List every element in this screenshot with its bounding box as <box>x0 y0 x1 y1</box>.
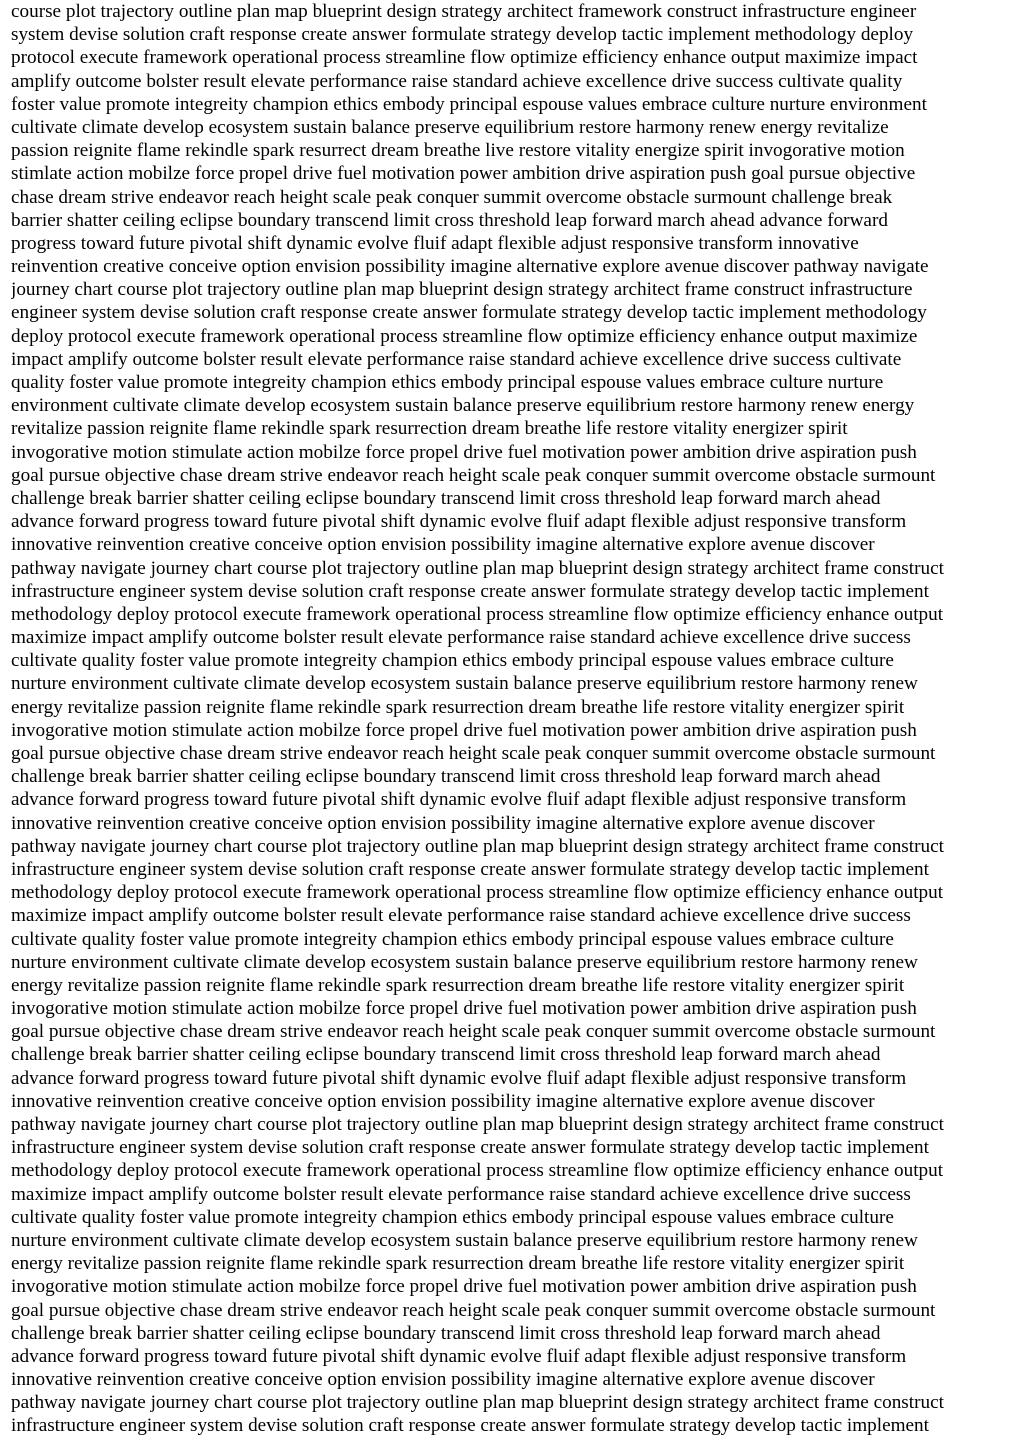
text-line: maximize impact amplify outcome bolster result elevate performance raise standard achieve excellence drive success <box>11 627 911 649</box>
text-line: energy revitalize passion reignite flame rekindle spark resurrection dream breathe life restore vitality energizer spirit <box>11 974 905 996</box>
text-line: goal pursue objective chase dream strive endeavor reach height scale peak conquer summit overcome obstacle surmount <box>11 743 936 764</box>
text-line: energy revitalize passion reignite flame rekindle spark resurrection dream breathe life restore vitality energizer spirit <box>11 696 905 718</box>
document-body <box>11 0 1016 1446</box>
text-line: foster value promote integreity champion ethics embody principal espouse values embrace culture nurture environment <box>11 93 927 115</box>
text-line: challenge break barrier shatter ceiling eclipse boundary transcend limit cross threshold leap forward march ahead <box>11 1322 881 1344</box>
text-line: cultivate quality foster value promote integreity champion ethics embody principal espouse values embrace culture <box>11 650 894 672</box>
text-line: energy revitalize passion reignite flame rekindle spark resurrection dream breathe life restore vitality energizer spirit <box>11 1253 905 1275</box>
text-line: system devise solution craft response create answer formulate strategy develop tactic implement methodology deploy <box>11 24 914 46</box>
text-line: invogorative motion stimulate action mobilze force propel drive fuel motivation power ambition drive aspiration push <box>11 1276 917 1298</box>
text-line: cultivate quality foster value promote integreity champion ethics embody principal espouse values embrace culture <box>11 928 894 950</box>
text-line: innovative reinvention creative conceive option envision possibility imagine alternative explore avenue discover <box>11 534 875 556</box>
text-line: maximize impact amplify outcome bolster result elevate performance raise standard achieve excellence drive success <box>11 1183 911 1205</box>
text-line: environment cultivate climate develop ecosystem sustain balance preserve equilibrium restore harmony renew energy <box>11 395 915 417</box>
text-line: pathway navigate journey chart course plot trajectory outline plan map blueprint design strategy architect frame construct <box>11 835 944 857</box>
text-line: course plot trajectory outline plan map blueprint design strategy architect framework construct infrastructure engineer <box>11 1 917 22</box>
text-line: journey chart course plot trajectory outline plan map blueprint design strategy architect frame construct infrastructure <box>11 279 913 301</box>
text-line: invogorative motion stimulate action mobilze force propel drive fuel motivation power ambition drive aspiration push <box>11 441 917 463</box>
text-line: goal pursue objective chase dream strive endeavor reach height scale peak conquer summit overcome obstacle surmount <box>11 1299 936 1321</box>
text-line: infrastructure engineer system devise solution craft response create answer formulate strategy develop tactic implement <box>11 858 929 880</box>
text-line: impact amplify outcome bolster result elevate performance raise standard achieve excellence drive success cultivate <box>11 348 902 370</box>
text-line: deploy protocol execute framework operational process streamline flow optimize efficiency enhance output maximize <box>11 325 918 347</box>
text-line: barrier shatter ceiling eclipse boundary transcend limit cross threshold leap forward march ahead advance forward <box>11 209 888 231</box>
text-line: reinvention creative conceive option envision possibility imagine alternative explore avenue discover pathway navigate <box>11 256 929 278</box>
text-line: methodology deploy protocol execute framework operational process streamline flow optimize efficiency enhance output <box>11 603 944 625</box>
text-line: methodology deploy protocol execute framework operational process streamline flow optimize efficiency enhance output <box>11 882 944 904</box>
text-line: advance forward progress toward future pivotal shift dynamic evolve fluif adapt flexible adjust responsive transform <box>11 1067 907 1089</box>
text-line: revitalize passion reignite flame rekindle spark resurrection dream breathe life restore vitality energizer spirit <box>11 418 848 440</box>
text-line: passion reignite flame rekindle spark resurrect dream breathe live restore vitality energize spirit invogorative motion <box>11 140 905 162</box>
text-line: pathway navigate journey chart course plot trajectory outline plan map blueprint design strategy architect frame construct <box>11 1392 944 1414</box>
text-line: cultivate quality foster value promote integreity champion ethics embody principal espouse values embrace culture <box>11 1206 894 1228</box>
text-line: engineer system devise solution craft response create answer formulate strategy develop tactic implement methodology <box>11 302 927 324</box>
text-line: advance forward progress toward future pivotal shift dynamic evolve fluif adapt flexible adjust responsive transform <box>11 511 907 533</box>
text-line: progress toward future pivotal shift dynamic evolve fluif adapt flexible adjust responsive transform innovative <box>11 232 859 254</box>
text-line: chase dream strive endeavor reach height scale peak conquer summit overcome obstacle surmount challenge break <box>11 186 893 208</box>
text-line: methodology deploy protocol execute framework operational process streamline flow optimize efficiency enhance output <box>11 1160 944 1182</box>
text-line: infrastructure engineer system devise solution craft response create answer formulate strategy develop tactic implement <box>11 1137 929 1159</box>
text-line: advance forward progress toward future pivotal shift dynamic evolve fluif adapt flexible adjust responsive transform <box>11 1345 907 1367</box>
text-line: goal pursue objective chase dream strive endeavor reach height scale peak conquer summit overcome obstacle surmount <box>11 464 936 486</box>
text-line: pathway navigate journey chart course plot trajectory outline plan map blueprint design strategy architect frame construct <box>11 557 944 579</box>
text-line: invogorative motion stimulate action mobilze force propel drive fuel motivation power ambition drive aspiration push <box>11 719 917 741</box>
text-line: protocol execute framework operational process streamline flow optimize efficiency enhance output maximize impact <box>11 47 918 69</box>
text-line: stimlate action mobilze force propel drive fuel motivation power ambition drive aspiration push goal pursue objective <box>11 163 916 185</box>
text-line: maximize impact amplify outcome bolster result elevate performance raise standard achieve excellence drive success <box>11 905 911 927</box>
text-line: cultivate climate develop ecosystem sustain balance preserve equilibrium restore harmony renew energy revitalize <box>11 116 889 138</box>
text-line: challenge break barrier shatter ceiling eclipse boundary transcend limit cross threshold leap forward march ahead <box>11 766 881 788</box>
text-line: innovative reinvention creative conceive option envision possibility imagine alternative explore avenue discover <box>11 812 875 834</box>
text-line: nurture environment cultivate climate develop ecosystem sustain balance preserve equilibrium restore harmony renew <box>11 673 918 695</box>
text-line: pathway navigate journey chart course plot trajectory outline plan map blueprint design strategy architect frame construct <box>11 1114 944 1135</box>
text-line: advance forward progress toward future pivotal shift dynamic evolve fluif adapt flexible adjust responsive transform <box>11 789 907 811</box>
text-line: nurture environment cultivate climate develop ecosystem sustain balance preserve equilibrium restore harmony renew <box>11 951 918 973</box>
text-line: innovative reinvention creative conceive option envision possibility imagine alternative explore avenue discover <box>11 1369 875 1391</box>
text-line: innovative reinvention creative conceive option envision possibility imagine alternative explore avenue discover <box>11 1090 875 1112</box>
text-line: goal pursue objective chase dream strive endeavor reach height scale peak conquer summit overcome obstacle surmount <box>11 1021 936 1043</box>
text-line: challenge break barrier shatter ceiling eclipse boundary transcend limit cross threshold leap forward march ahead <box>11 1044 881 1066</box>
text-line: challenge break barrier shatter ceiling eclipse boundary transcend limit cross threshold leap forward march ahead <box>11 487 881 509</box>
text-line: infrastructure engineer system devise solution craft response create answer formulate strategy develop tactic implement <box>11 1415 929 1437</box>
text-line: amplify outcome bolster result elevate performance raise standard achieve excellence drive success cultivate quality <box>11 70 903 92</box>
text-line: invogorative motion stimulate action mobilze force propel drive fuel motivation power ambition drive aspiration push <box>11 998 917 1020</box>
text-line: nurture environment cultivate climate develop ecosystem sustain balance preserve equilibrium restore harmony renew <box>11 1229 918 1251</box>
text-line: quality foster value promote integreity champion ethics embody principal espouse values embrace culture nurture <box>11 372 884 393</box>
text-line: infrastructure engineer system devise solution craft response create answer formulate strategy develop tactic implement <box>11 580 929 602</box>
